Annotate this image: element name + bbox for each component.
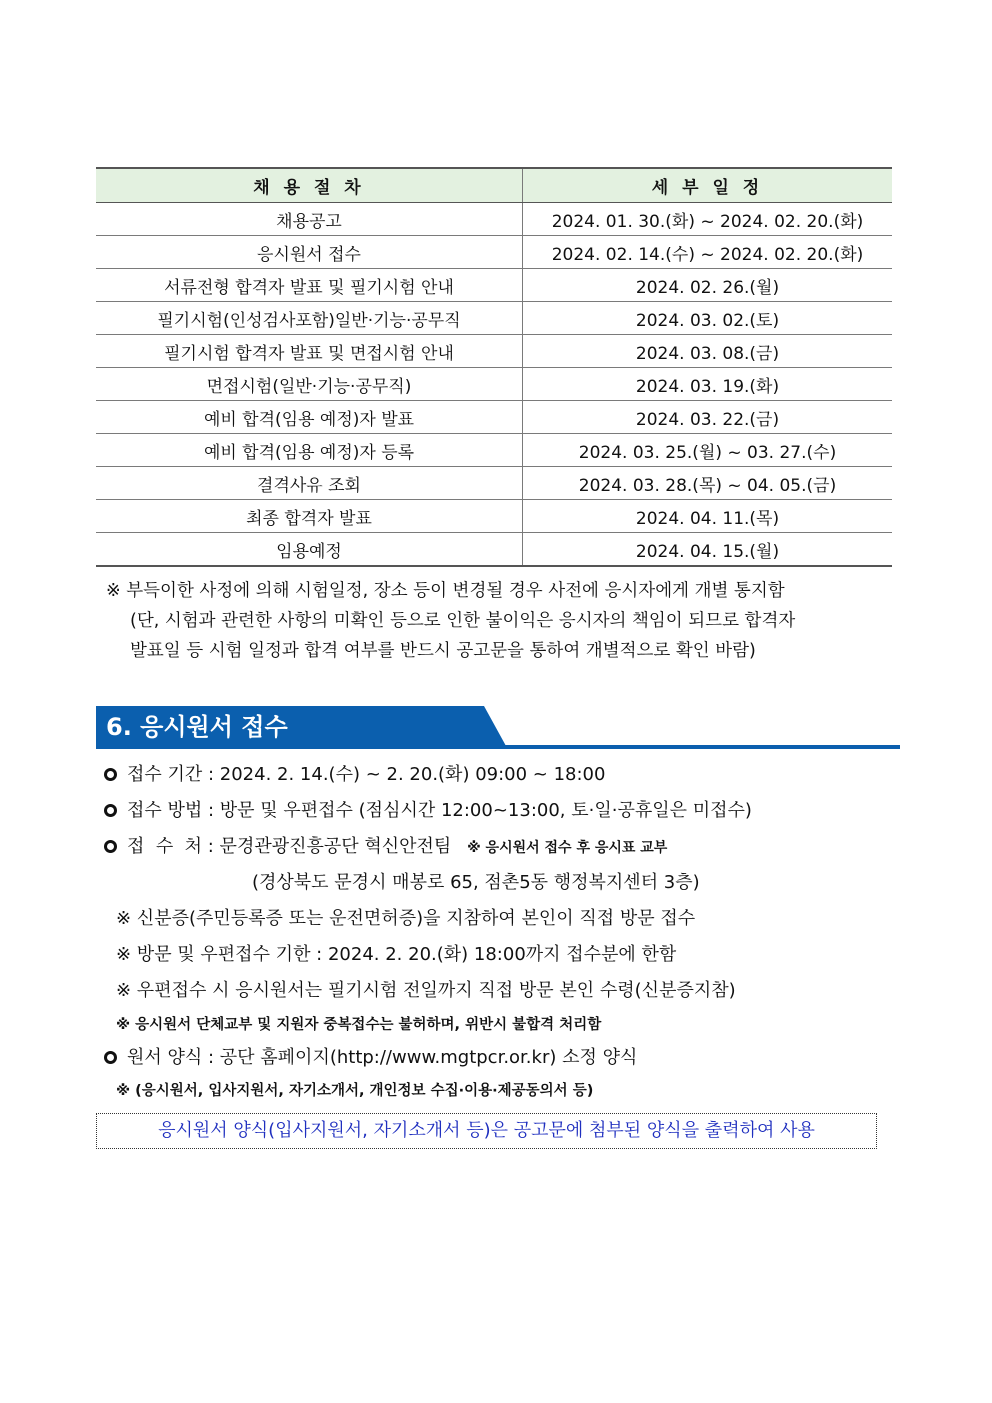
date-cell: 2024. 03. 28.(목) ~ 04. 05.(금): [523, 467, 893, 500]
table-row: [96, 401, 892, 434]
schedule-table: [96, 167, 892, 567]
step-cell: 필기시험(인성검사포함)일반·기능·공무직: [96, 302, 523, 335]
period-row: [104, 760, 605, 786]
date-cell: 2024. 02. 26.(월): [523, 269, 893, 302]
section-title: 6. 응시원서 접수: [106, 713, 288, 741]
circle-bullet-icon: [104, 840, 117, 853]
step-cell: 필기시험 합격자 발표 및 면접시험 안내: [96, 335, 523, 368]
table-row: [96, 269, 892, 302]
method-row: [104, 796, 752, 822]
circle-bullet-icon: [104, 804, 117, 817]
table-row: [96, 533, 892, 567]
date-cell: 2024. 03. 02.(토): [523, 302, 893, 335]
table-row: [96, 467, 892, 500]
section-underline: [96, 745, 900, 749]
table-row: [96, 236, 892, 269]
schedule-header-step: 채 용 절 차: [96, 168, 523, 203]
table-row: [96, 500, 892, 533]
step-cell: 예비 합격(임용 예정)자 등록: [96, 434, 523, 467]
table-row: [96, 302, 892, 335]
schedule-header-row: [96, 168, 892, 203]
date-cell: 2024. 03. 22.(금): [523, 401, 893, 434]
step-cell: 최종 합격자 발표: [96, 500, 523, 533]
date-cell: 2024. 04. 15.(월): [523, 533, 893, 567]
form-row: [104, 1043, 637, 1069]
form-note: ※ (응시원서, 입사지원서, 자기소개서, 개인정보 수집·이용·제공동의서 등): [116, 1083, 594, 1099]
date-cell: 2024. 01. 30.(화) ~ 2024. 02. 20.(화): [523, 203, 893, 236]
schedule-header-date: 세 부 일 정: [523, 168, 893, 203]
step-cell: 임용예정: [96, 533, 523, 567]
place-row: [104, 832, 667, 858]
form-text: 원서 양식 : 공단 홈페이지(http://www.mgtpcr.or.kr) 소정 양식: [127, 1047, 638, 1068]
place-text: 접 수 처 : 문경관광진흥공단 혁신안전팀: [127, 836, 452, 857]
table-row: [96, 203, 892, 236]
circle-bullet-icon: [104, 768, 117, 781]
date-cell: 2024. 02. 14.(수) ~ 2024. 02. 20.(화): [523, 236, 893, 269]
step-cell: 서류전형 합격자 발표 및 필기시험 안내: [96, 269, 523, 302]
note-deadline: ※ 방문 및 우편접수 기한 : 2024. 2. 20.(화) 18:00까지 접수분에 한함: [116, 944, 677, 965]
step-cell: 예비 합격(임용 예정)자 발표: [96, 401, 523, 434]
method-text: 접수 방법 : 방문 및 우편접수 (점심시간 12:00~13:00, 토·일·공휴일은 미접수): [127, 800, 752, 821]
notice-line-2: (단, 시험과 관련한 사항의 미확인 등으로 인한 불이익은 응시자의 책임이 되므로 합격자: [130, 611, 796, 631]
step-cell: 응시원서 접수: [96, 236, 523, 269]
step-cell: 채용공고: [96, 203, 523, 236]
date-cell: 2024. 03. 25.(월) ~ 03. 27.(수): [523, 434, 893, 467]
note-duplicate-warning: ※ 응시원서 단체교부 및 지원자 중복접수는 불허하며, 위반시 불합격 처리함: [116, 1017, 602, 1033]
notice-line-3: 발표일 등 시험 일정과 합격 여부를 반드시 공고문을 통하여 개별적으로 확인 바람): [130, 641, 756, 661]
circle-bullet-icon: [104, 1051, 117, 1064]
period-text: 접수 기간 : 2024. 2. 14.(수) ~ 2. 20.(화) 09:00 ~ 18:00: [127, 764, 606, 785]
step-cell: 면접시험(일반·기능·공무직): [96, 368, 523, 401]
notice-line-1: ※ 부득이한 사정에 의해 시험일정, 장소 등이 변경될 경우 사전에 응시자에게 개별 통지함: [106, 581, 785, 601]
date-cell: 2024. 04. 11.(목): [523, 500, 893, 533]
date-cell: 2024. 03. 08.(금): [523, 335, 893, 368]
table-row: [96, 335, 892, 368]
table-row: [96, 434, 892, 467]
date-cell: 2024. 03. 19.(화): [523, 368, 893, 401]
step-cell: 결격사유 조회: [96, 467, 523, 500]
schedule-notice: [106, 576, 906, 666]
table-row: [96, 368, 892, 401]
address-text: (경상북도 문경시 매봉로 65, 점촌5동 행정복지센터 3층): [252, 872, 700, 893]
place-note: ※ 응시원서 접수 후 응시표 교부: [467, 840, 668, 856]
form-instruction-box: 응시원서 양식(입사지원서, 자기소개서 등)은 공고문에 첨부된 양식을 출력하여 사용: [96, 1113, 877, 1149]
note-postal-pickup: ※ 우편접수 시 응시원서는 필기시험 전일까지 직접 방문 본인 수령(신분증지참): [116, 980, 736, 1001]
note-id-card: ※ 신분증(주민등록증 또는 운전면허증)을 지참하여 본인이 직접 방문 접수: [116, 908, 696, 929]
